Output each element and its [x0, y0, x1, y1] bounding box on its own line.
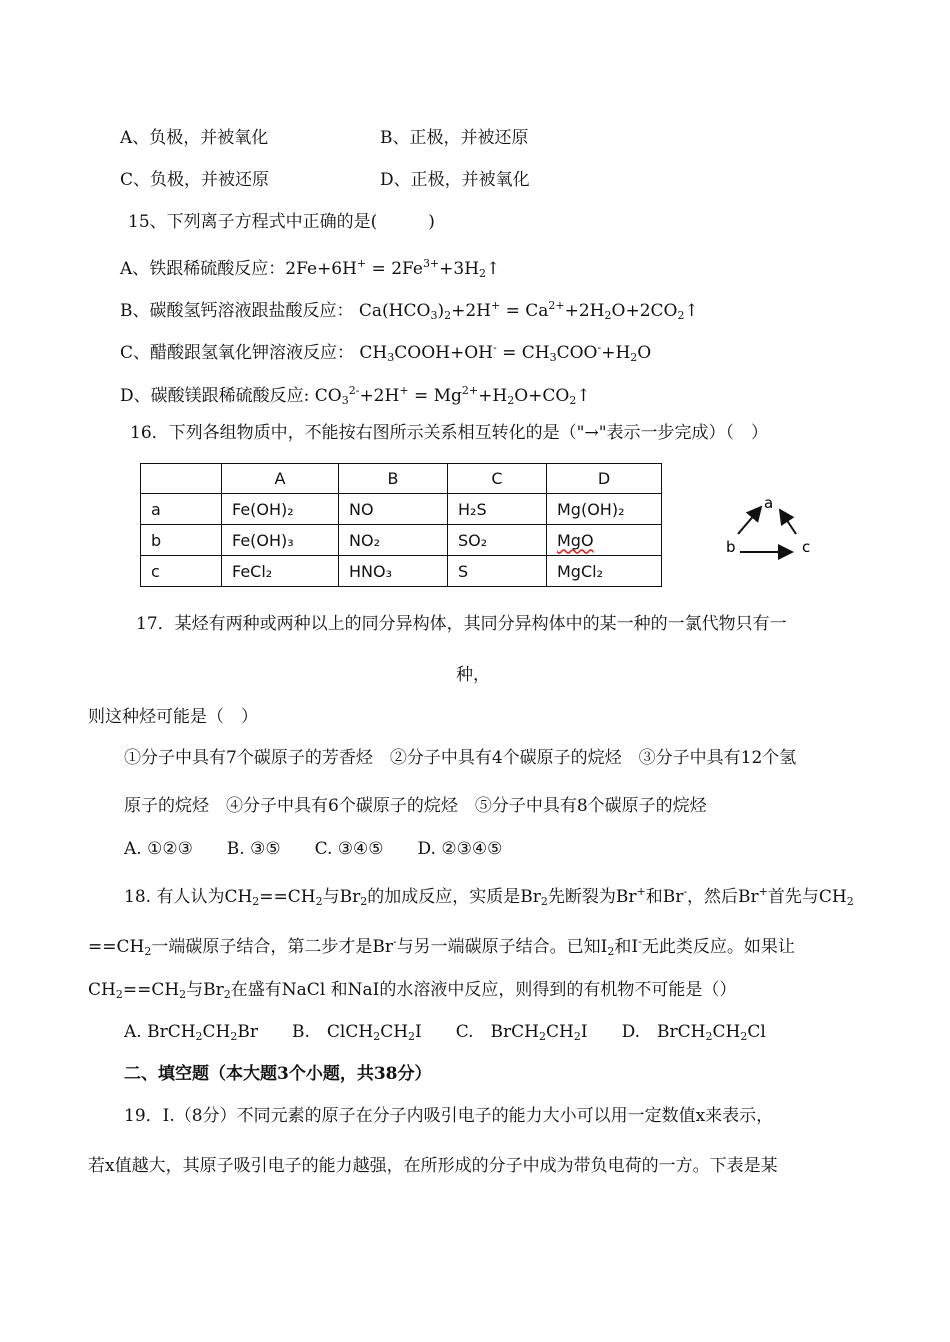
- table-cell: MgCl₂: [547, 556, 662, 587]
- q15-option-b: B、碳酸氢钙溶液跟盐酸反应： $Ca(HCO_3)_2+2H^+$ = $Ca^{2+}+2H_2O+2CO_2↑$: [120, 299, 699, 322]
- table-row: [141, 525, 662, 556]
- node-c-label: c: [802, 538, 811, 556]
- table-cell: FeCl₂: [222, 556, 339, 587]
- table-cell: a: [141, 494, 222, 525]
- table-row: [141, 556, 662, 587]
- table-cell: A: [222, 464, 339, 494]
- q17-items-line2: 原子的烷烃 ④分子中具有6个碳原子的烷烃 ⑤分子中具有8个碳原子的烷烃: [124, 796, 707, 816]
- q17-stem-line3: 则这种烃可能是（ ）: [88, 707, 258, 727]
- table-cell: HNO₃: [339, 556, 448, 587]
- q18-line2: $==CH_2$一端碳原子结合，第二步才是Br-与另一端碳原子结合。已知$I_2$和I-无此类反应。如果让: [88, 935, 795, 958]
- q14-option-a: A、负极，并被氧化: [120, 128, 269, 148]
- table-cell: Fe(OH)₃: [222, 525, 339, 556]
- table-cell: MgO: [547, 525, 662, 556]
- table-row: [141, 494, 662, 525]
- table-cell: H₂S: [448, 494, 547, 525]
- table-cell: c: [141, 556, 222, 587]
- q17-stem-line2: 种，: [456, 665, 490, 685]
- table-cell: NO₂: [339, 525, 448, 556]
- table-cell: D: [547, 464, 662, 494]
- q19-line2: 若x值越大，其原子吸引电子的能力越强，在所形成的分子中成为带负电荷的一方。下表是某: [88, 1156, 778, 1176]
- q17-items-line1: ①分子中具有7个碳原子的芳香烃 ②分子中具有4个碳原子的烷烃 ③分子中具有12个氢: [124, 748, 797, 768]
- table-cell: Fe(OH)₂: [222, 494, 339, 525]
- table-cell: b: [141, 525, 222, 556]
- q19-line1: 19．Ⅰ.（8分）不同元素的原子在分子内吸引电子的能力大小可以用一定数值x来表示，: [124, 1106, 774, 1126]
- table-header-row: [141, 464, 662, 494]
- q14-option-b: B、正极，并被还原: [380, 128, 529, 148]
- q15-option-c: C、醋酸跟氢氧化钾溶液反应： $CH_3COOH+OH^- = CH_3COO^-+H_2O$: [120, 341, 652, 364]
- table-cell: SO₂: [448, 525, 547, 556]
- arrow-b-to-a: [738, 507, 761, 534]
- q18-line1: 18. 有人认为$CH_2==CH_2$与$Br_2$的加成反应，实质是$Br_2$先断裂为Br+和Br-，然后Br+首先与$CH_2$: [124, 885, 854, 908]
- q18-line3: $CH_2==CH_2$与$Br_2$在盛有NaCl 和NaI的水溶液中反应，则得到的有机物不可能是（）: [88, 980, 737, 1001]
- q18-options: A. $BrCH_2CH_2Br$ B. $ClCH_2CH_2I$ C. $BrCH_2CH_2I$ D. $BrCH_2CH_2Cl$: [124, 1022, 766, 1043]
- section-heading: 二、填空题（本大题3个小题，共38分）: [124, 1064, 432, 1084]
- table-cell: [141, 464, 222, 494]
- node-b-label: b: [726, 538, 736, 556]
- q14-option-d: D、正极，并被氧化: [380, 170, 530, 190]
- q15-option-a: A、铁跟稀硫酸反应：$2Fe+6H^+ = 2Fe^{3+}+3H_2↑$: [120, 257, 501, 280]
- table-cell: C: [448, 464, 547, 494]
- table-cell: Mg(OH)₂: [547, 494, 662, 525]
- q15-stem: 15、下列离子方程式中正确的是( ): [128, 212, 435, 232]
- q17-options: A. ①②③ B. ③⑤ C. ③④⑤ D. ②③④⑤: [124, 839, 503, 859]
- table-cell: B: [339, 464, 448, 494]
- table-cell: NO: [339, 494, 448, 525]
- q14-option-c: C、负极，并被还原: [120, 170, 270, 190]
- q15-option-d: D、碳酸镁跟稀硫酸反应: $CO_3^{2-}+2H^+$ = $Mg^{2+}+H_2O+CO_2↑$: [120, 384, 591, 407]
- node-a-label: a: [764, 494, 774, 512]
- arrow-c-to-a: [780, 510, 796, 534]
- q16-table: [140, 463, 662, 587]
- q16-triangle-diagram: [718, 492, 828, 562]
- table-cell: S: [448, 556, 547, 587]
- q17-stem-line1: 17．某烃有两种或两种以上的同分异构体，其同分异构体中的某一种的一氯代物只有一: [136, 614, 787, 634]
- q16-stem: 16．下列各组物质中，不能按右图所示关系相互转化的是（"→"表示一步完成）（ ）: [130, 423, 769, 443]
